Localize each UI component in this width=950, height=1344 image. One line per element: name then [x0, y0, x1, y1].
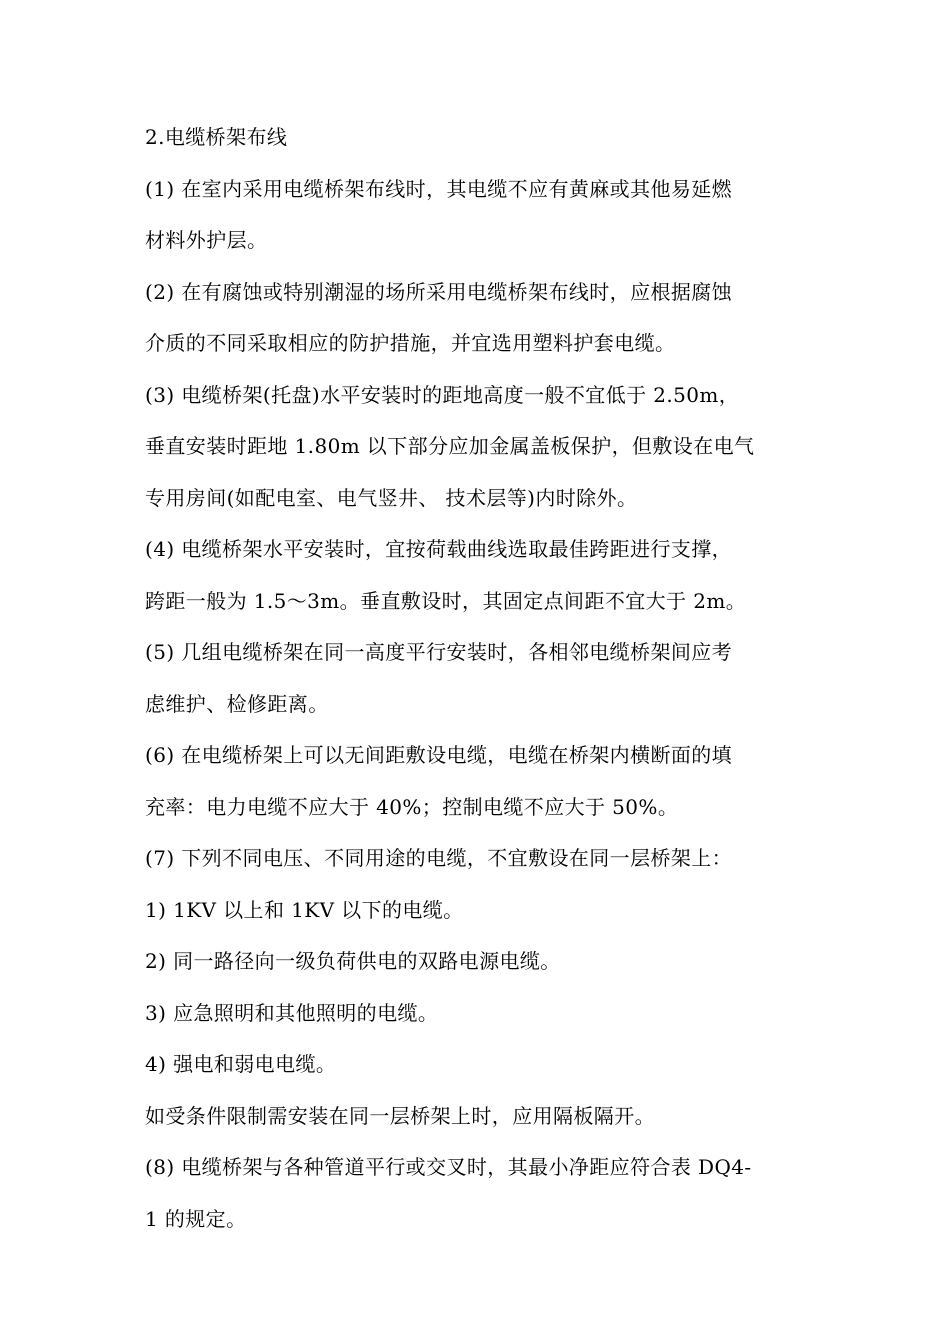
list-item-3: [145, 988, 805, 1040]
text-line: 垂直安装时距地 1.80m 以下部分应加金属盖板保护，但敷设在电气: [145, 434, 755, 458]
text-line: 介质的不同采取相应的防护措施，并宜选用塑料护套电缆。: [145, 331, 676, 355]
text-line: (3) 电缆桥架(托盘)水平安装时的距地高度一般不宜低于 2.50m，: [145, 382, 740, 407]
text-line: (4) 电缆桥架水平安装时，宜按荷载曲线选取最佳跨距进行支撑，: [145, 537, 733, 561]
text-line: 跨距一般为 1.5～3m。垂直敷设时，其固定点间距不宜大于 2m。: [145, 588, 747, 613]
text-line: 充率：电力电缆不应大于 40%；控制电缆不应大于 50%。: [145, 794, 679, 819]
text-line: (1) 在室内采用电缆桥架布线时，其电缆不应有黄麻或其他易延燃: [145, 176, 733, 201]
list-item-2: [145, 936, 805, 988]
list-item-4: [145, 1039, 805, 1091]
paragraph-4: [145, 524, 805, 627]
paragraph-5: [145, 627, 805, 730]
paragraph-8: [145, 1142, 805, 1245]
text-line: 1 的规定。: [145, 1206, 247, 1231]
text-line: (7) 下列不同电压、不同用途的电缆，不宜敷设在同一层桥架上：: [145, 846, 733, 870]
text-line: 4) 强电和弱电电缆。: [145, 1052, 337, 1076]
text-line: (6) 在电缆桥架上可以无间距敷设电缆，电缆在桥架内横断面的填: [145, 743, 733, 767]
paragraph-2: [145, 267, 805, 370]
text-line: (2) 在有腐蚀或特别潮湿的场所采用电缆桥架布线时，应根据腐蚀: [145, 279, 733, 304]
section-heading: 2.电缆桥架布线: [145, 125, 288, 149]
paragraph-6: [145, 730, 805, 833]
text-line: 虑维护、检修距离。: [145, 691, 329, 716]
list-item-1: [145, 885, 805, 937]
text-line: 如受条件限制需安装在同一层桥架上时，应用隔板隔开。: [145, 1103, 655, 1128]
text-line: 1) 1KV 以上和 1KV 以下的电缆。: [145, 897, 464, 922]
text-line: 材料外护层。: [145, 228, 268, 252]
text-line: 专用房间(如配电室、电气竖井、 技术层等)内时除外。: [145, 485, 638, 510]
paragraph-3: [145, 370, 805, 525]
text-line: 3) 应急照明和其他照明的电缆。: [145, 1000, 439, 1025]
document-body: [145, 112, 805, 1245]
note-paragraph: [145, 1091, 805, 1143]
text-line: (5) 几组电缆桥架在同一高度平行安装时，各相邻电缆桥架间应考: [145, 640, 733, 664]
paragraph-1: [145, 164, 805, 267]
text-line: (8) 电缆桥架与各种管道平行或交叉时，其最小净距应符合表 DQ4-: [145, 1155, 752, 1179]
text-line: 2) 同一路径向一级负荷供电的双路电源电缆。: [145, 949, 561, 973]
paragraph-7: [145, 833, 805, 885]
